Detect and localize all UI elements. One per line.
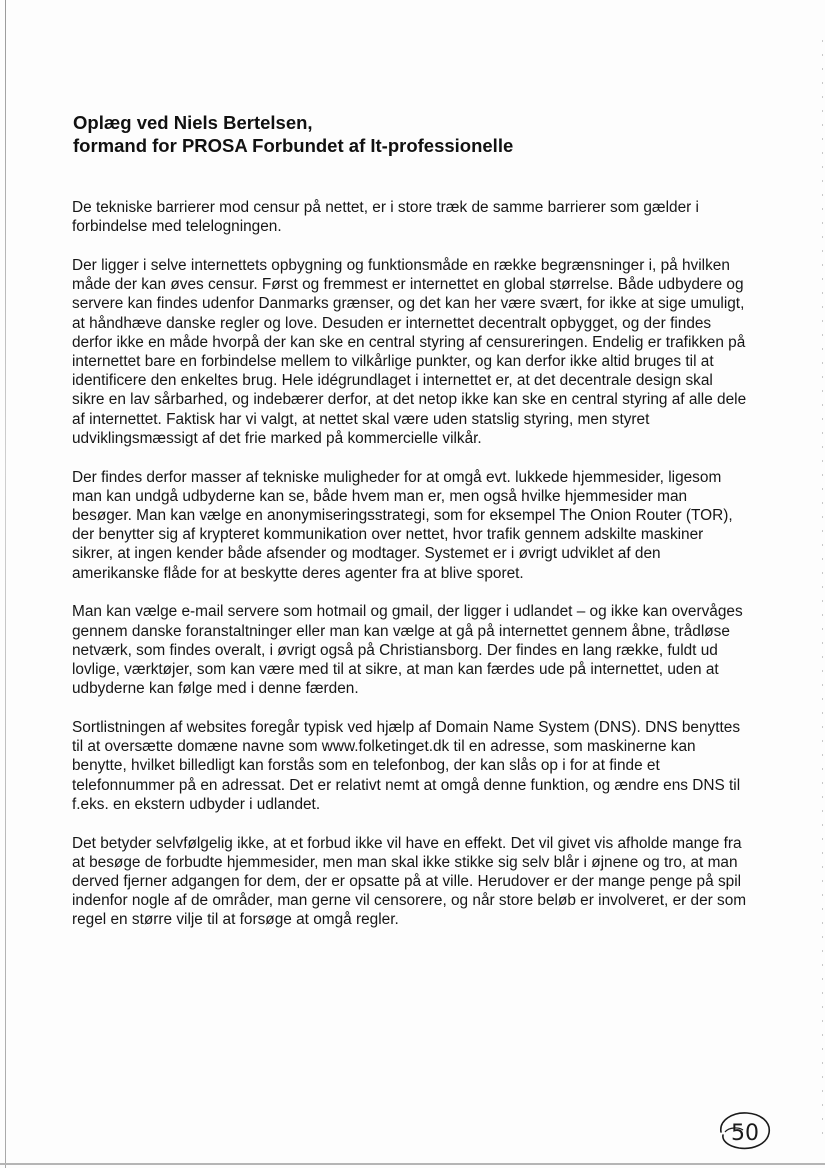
paragraph-conclusion: Det betyder selvfølgelig ikke, at et forbud ikke vil have en effekt. Det vil givet vis afholde mange fra at besøge de forbudte hjemmesider, men man skal ikke stikke sig selv blår i øjnene og tro, at man derved fjerner adgangen for dem, der er opsatte på at ville. Herudover er der mange penge på spil indenfor nogle af de områder, man gerne vil censorere, og når store beløb er involveret, er der som regel en større vilje til at forsøge at omgå regler. xyxy=(72,834,747,929)
scan-bottom-edge xyxy=(0,1163,825,1165)
handwritten-page-number xyxy=(717,1108,773,1152)
document-body xyxy=(72,198,748,949)
paragraph-email-wireless: Man kan vælge e-mail servere som hotmail og gmail, der ligger i udlandet – og ikke kan overvåges gennem danske foranstaltninger eller man kan vælge at gå på internettet gennem åbne, trådløse netværk, som findes overalt, i øvrigt også på Christiansborg. Der findes en lang række, fuldt ud lovlige, værktøjer, som kan være med til at sikre, at man kan færdes ude på internettet, uden at udbyderne kan følge med i denne færden. xyxy=(72,603,743,698)
paragraph-technical-options: Der findes derfor masser af tekniske muligheder for at omgå evt. lukkede hjemmesider, ligesom man kan undgå udbyderne kan se, både hvem man er, men også hvilke hjemmesider man besøger. Man kan vælge en anonymiseringsstrategi, som for eksempel The Onion Router (TOR), der benytter sig af krypteret kommunikation over nettet, hvor trafik gennem adskilte maskiner sikrer, at ingen kender både afsender og modtager. Systemet er i øvrigt udviklet af den amerikanske flåde for at beskytte deres agenter fra at blive sporet. xyxy=(72,468,733,582)
scan-right-edge-marks xyxy=(822,40,823,1140)
heading-line-role: formand for PROSA Forbundet af It-professionelle xyxy=(73,135,514,156)
paragraph-dns: Sortlistningen af websites foregår typisk ved hjælp af Domain Name System (DNS). DNS benyttes til at oversætte domæne navne som www.folketinget.dk til en adresse, som maskinerne kan benytte, hvilket billedligt kan forstås som en telefonbog, der kan slås op i for at finde et telefonnummer på en adressat. Det er relativt nemt at omgå denne funktion, og ændre ens DNS til f.eks. en ekstern udbyder i udlandet. xyxy=(72,719,741,813)
document-heading xyxy=(73,111,773,157)
heading-line-speaker: Oplæg ved Niels Bertelsen, xyxy=(73,112,313,133)
paragraph-intro: De tekniske barrierer mod censur på nettet, er i store træk de samme barrierer som gælder i forbindelse med telelogningen. xyxy=(72,199,699,236)
page-number-text: 50 xyxy=(731,1121,759,1146)
paragraph-internet-structure: Der ligger i selve internettets opbygning og funktionsmåde en række begrænsninger i, på hvilken måde der kan øves censur. Først og fremmest er internettet en global størrelse. Både udbydere og servere kan findes udenfor Danmarks grænser, og det kan her være svært, for ikke at sige umuligt, at håndhæve danske regler og love. Desuden er internettet decentralt opbygget, og der findes derfor ikke en måde hvorpå der kan ske en central styring af censureringen. Endelig er trafikken på internettet bare en forbindelse mellem to vilkårlige punkter, og kan derfor ikke altid bruges til at identificere den enkeltes brug. Hele idégrundlaget i internettet er, at det decentrale design skal sikre en lav sårbarhed, og indebærer derfor, at det netop ikke kan ske en central styring af alle dele af internettet. Faktisk har vi valgt, at nettet skal være uden statslig styring, men styret udviklingsmæssigt af det frie marked på kommercielle vilkår. xyxy=(72,257,747,447)
scan-left-edge xyxy=(5,0,6,1168)
